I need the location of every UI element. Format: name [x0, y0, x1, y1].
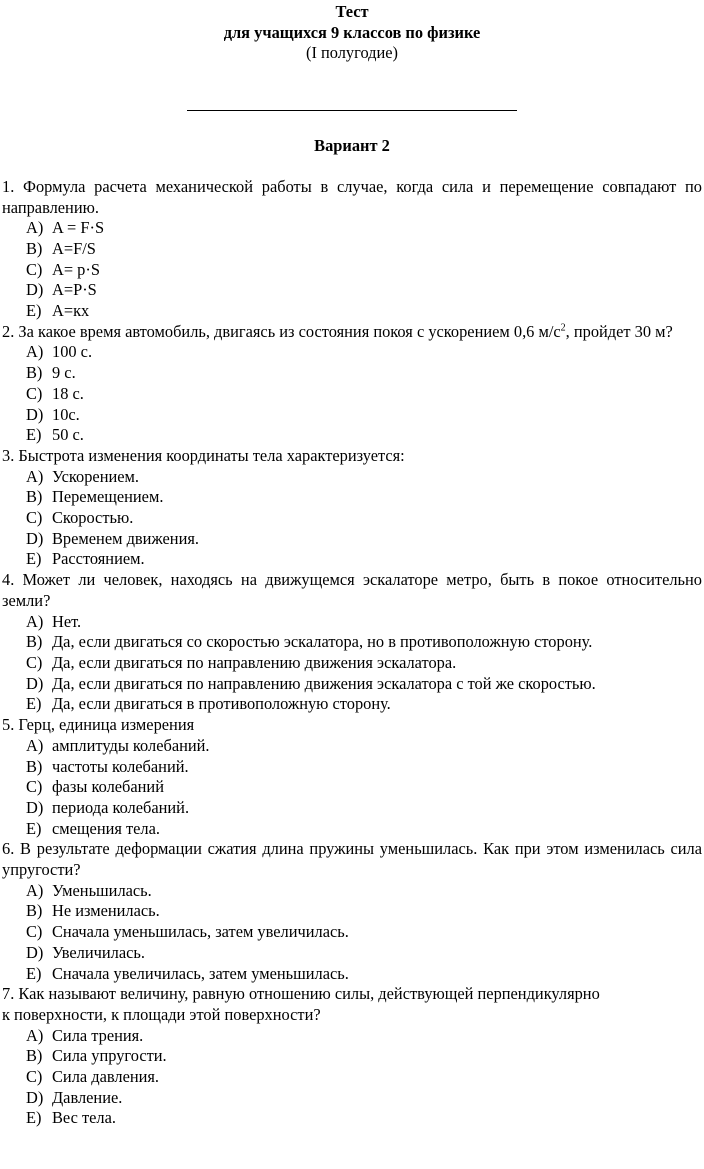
option-q2-d: D) 10с.: [26, 404, 80, 424]
question-6: 6. В результате деформации сжатия длина пружины уменьшилась. Как при этом изменилась сила упругости?: [2, 839, 702, 880]
options-q3: [0, 467, 704, 571]
option-q5-e: E) смещения тела.: [26, 818, 160, 838]
options-q1: [0, 218, 704, 322]
question-7-line-2: к поверхности, к площади этой поверхности?: [2, 1004, 321, 1024]
option-q4-e: E) Да, если двигаться в противоположную сторону.: [26, 694, 391, 714]
option-q1-d: D) A=P·S: [26, 280, 97, 300]
test-subtitle: для учащихся 9 классов по физике: [223, 22, 481, 42]
option-q2-c: C) 18 с.: [26, 383, 84, 403]
option-q2-b: B) 9 с.: [26, 363, 76, 383]
option-q1-b: B) A=F/S: [26, 238, 96, 258]
option-q3-b: B) Перемещением.: [26, 487, 164, 507]
option-q7-a: A) Сила трения.: [26, 1025, 144, 1045]
option-q3-a: A) Ускорением.: [26, 466, 139, 486]
options-q5: [0, 736, 704, 840]
option-q6-c: C) Сначала уменьшилась, затем увеличилась.: [26, 922, 349, 942]
options-q6: [0, 881, 704, 985]
option-q3-c: C) Скоростью.: [26, 508, 134, 528]
option-q5-a: A) амплитуды колебаний.: [26, 735, 210, 755]
option-q1-e: E) A=кx: [26, 301, 90, 321]
question-7-line-1: 7. Как называют величину, равную отношению силы, действующей перпендикулярно: [2, 984, 600, 1004]
option-q3-e: E) Расстоянием.: [26, 549, 145, 569]
option-q5-b: B) частоты колебаний.: [26, 756, 189, 776]
option-q2-e: E) 50 с.: [26, 425, 84, 445]
option-q4-a: A) Нет.: [26, 611, 82, 631]
question-2: 2. За какое время автомобиль, двигаясь из состояния покоя с ускорением 0,6 $м/с^2$, пройдет 30 м?: [2, 321, 673, 341]
option-q6-a: A) Уменьшилась.: [26, 880, 152, 900]
option-q2-a: A) 100 с.: [26, 342, 93, 362]
options-q4: [0, 612, 704, 716]
question-4: 4. Может ли человек, находясь на движущемся эскалаторе метро, быть в покое относительно земли?: [2, 570, 702, 610]
option-q7-c: C) Сила давления.: [26, 1067, 160, 1087]
name-underline: [187, 110, 517, 111]
options-q7: [0, 1026, 704, 1130]
semester-label: (I полугодие): [305, 43, 399, 63]
superscript-two: 2: [560, 322, 566, 334]
option-q5-d: D) периода колебаний.: [26, 797, 190, 817]
option-q7-d: D) Давление.: [26, 1087, 123, 1107]
options-q2: [0, 342, 704, 446]
option-q1-c: C) A= p·S: [26, 259, 100, 279]
option-q5-c: C) фазы колебаний: [26, 777, 164, 797]
question-3: 3. Быстрота изменения координаты тела характеризуется:: [2, 445, 405, 465]
variant-title: Вариант 2: [314, 136, 390, 156]
question-5: 5. Герц, единица измерения: [2, 715, 195, 735]
option-q6-b: B) Не изменилась.: [26, 901, 160, 921]
option-q4-d: D) Да, если двигаться по направлению движения эскалатора с той же скоростью.: [26, 673, 596, 693]
question-7: [0, 984, 704, 1025]
option-q1-a: A) A = F·S: [26, 218, 105, 238]
option-q3-d: D) Временем движения.: [26, 528, 199, 548]
option-q6-d: D) Увеличилась.: [26, 942, 145, 962]
question-1: 1. Формула расчета механической работы в случае, когда сила и перемещение совпадают по направлению.: [2, 176, 702, 217]
option-q4-b: B) Да, если двигаться со скоростью эскалатора, но в противоположную сторону.: [26, 632, 593, 652]
option-q7-b: B) Сила упругости.: [26, 1046, 167, 1066]
option-q7-e: E) Вес тела.: [26, 1108, 116, 1128]
test-title: Тест: [335, 2, 369, 21]
option-q4-c: C) Да, если двигаться по направлению движения эскалатора.: [26, 652, 457, 672]
option-q6-e: E) Сначала увеличилась, затем уменьшилась.: [26, 963, 349, 983]
document-page: [0, 2, 704, 1129]
